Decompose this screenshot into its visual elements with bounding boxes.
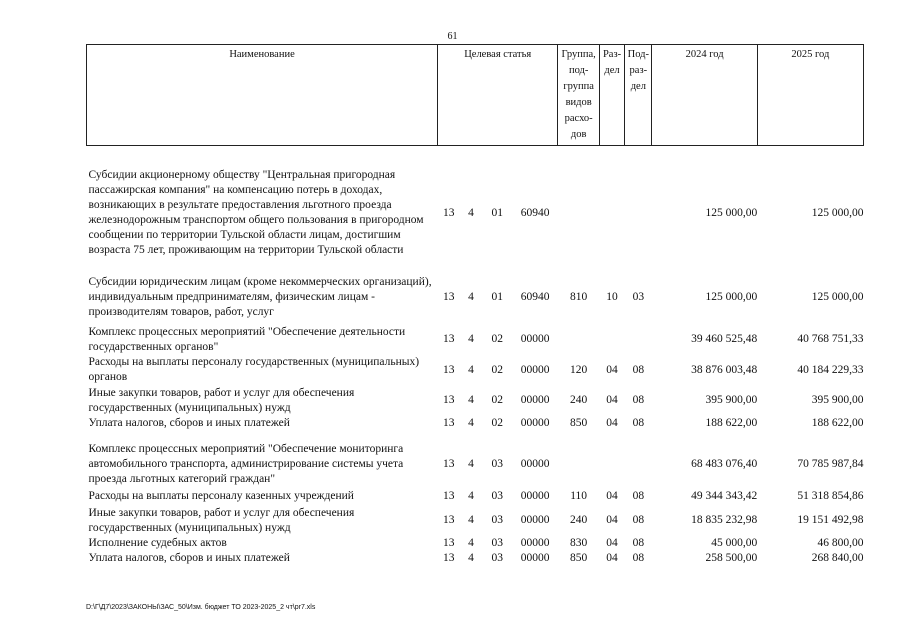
table-cell-direction: 03 [491,536,503,549]
table-cell-code: 60940 [520,291,550,303]
table-cell-name: Субсидии юридическим лицам (кроме некоммерческих организаций), индивидуальным предпринимателям, физическим лицам - производителям товаров, работ, услуг [88,276,432,318]
table-cell-subprogram: 4 [468,417,474,429]
table-cell-subprogram: 4 [468,514,474,526]
header-2024: 2024 год [652,45,757,146]
table-row [87,416,864,432]
table-cell-subsection [625,432,652,488]
header-target: Целевая статья [438,45,558,146]
header-group: Группа, под- группа видов расхо- дов [558,45,599,146]
table-cell-name: Субсидии акционерному обществу "Центральная пригородная пассажирская компания" на компенсацию потерь в доходах, возникающих в результате предоставления льготного проезда железнодорожным транспортом общего пользования в пригородном сообщении по территории Тульской области лицам, достигшим возраста 75 лет, проживающим на территории Тульской области [88,169,424,257]
table-cell-code: 00000 [520,333,550,345]
table-cell-section: 04 [606,514,618,526]
table-cell-program: 13 [442,458,455,470]
table-cell-program: 13 [442,552,455,564]
table-cell-direction: 03 [491,458,503,470]
table-cell-2025: 188 622,00 [811,417,864,429]
table-cell-subsection: 08 [632,394,645,406]
table-cell-direction: 01 [491,206,503,219]
table-cell-program: 13 [442,417,455,429]
table-cell-subprogram: 4 [468,333,474,345]
table-cell-section: 04 [606,536,618,549]
table-cell-group: 240 [570,514,588,526]
table-cell-section: 04 [606,417,618,429]
table-cell-program: 13 [442,206,455,219]
table-row [87,536,864,551]
budget-table [86,44,864,567]
table-cell-direction: 02 [491,417,503,429]
header-name: Наименование [87,45,438,146]
header-subsection: Под- раз- дел [625,45,652,146]
table-cell-section [599,146,624,271]
table-cell-direction: 02 [491,394,503,406]
table-row [87,386,864,416]
table-cell-2025: 46 800,00 [817,536,864,549]
table-cell-subsection: 08 [632,514,645,526]
table-cell-name: Иные закупки товаров, работ и услуг для обеспечения государственных (муниципальных) нужд [88,386,355,414]
table-cell-2025: 51 318 854,86 [797,490,864,502]
table-cell-subprogram: 4 [468,206,474,219]
table-cell-subprogram: 4 [468,536,474,549]
table-cell-code: 00000 [520,490,550,502]
table-cell-program: 13 [442,536,455,549]
table-cell-group: 810 [570,291,588,303]
table-cell-subprogram: 4 [468,490,474,502]
table-cell-2025: 125 000,00 [811,291,864,303]
table-cell-group: 110 [570,490,588,502]
table-cell-group [558,432,599,488]
table-cell-2024: 45 000,00 [711,536,758,549]
table-cell-direction: 02 [491,333,503,345]
table-cell-2024: 188 622,00 [705,417,758,429]
table-cell-group: 830 [570,536,588,549]
table-cell-code: 00000 [520,552,550,564]
table-cell-direction: 03 [491,552,503,564]
table-row [87,432,864,488]
table-cell-subsection: 08 [632,536,645,549]
table-cell-program: 13 [442,333,455,345]
table-cell-2024: 49 344 343,42 [691,490,758,502]
table-cell-code: 00000 [520,394,550,406]
table-cell-name: Расходы на выплаты персоналу казенных учреждений [88,490,354,502]
table-cell-code: 00000 [520,417,550,429]
table-cell-program: 13 [442,490,455,502]
table-cell-subsection: 03 [632,291,645,303]
table-cell-subsection: 08 [632,363,645,376]
table-cell-code: 60940 [520,206,550,219]
table-cell-name: Комплекс процессных мероприятий "Обеспечение деятельности государственных органов" [88,325,406,353]
table-cell-code: 00000 [520,514,550,526]
table-cell-2025: 19 151 492,98 [797,514,864,526]
table-cell-2024: 125 000,00 [705,291,758,303]
table-cell-subprogram: 4 [468,363,474,376]
table-row [87,325,864,355]
table-cell-program: 13 [442,514,455,526]
table-cell-2024: 68 483 076,40 [691,458,758,470]
table-cell-subprogram: 4 [468,394,474,406]
table-cell-program: 13 [442,363,455,376]
table-cell-code: 00000 [520,536,550,549]
table-cell-group [558,325,599,355]
table-cell-2024: 395 900,00 [705,394,758,406]
table-cell-2024: 39 460 525,48 [691,333,758,345]
table-cell-2024: 258 500,00 [705,552,758,564]
table-row [87,146,864,271]
table-cell-name: Исполнение судебных актов [88,536,227,549]
table-cell-code: 00000 [520,363,550,376]
table-cell-group: 240 [570,394,588,406]
table-cell-subsection: 08 [632,552,645,564]
table-row [87,506,864,536]
table-cell-code: 00000 [520,458,550,470]
table-cell-2025: 395 900,00 [811,394,864,406]
table-cell-2025: 125 000,00 [811,206,864,219]
table-cell-name: Комплекс процессных мероприятий "Обеспечение мониторинга автомобильного транспорта, администрирование системы учета проезда льготных категорий граждан" [88,443,404,485]
table-cell-section: 04 [606,552,618,564]
table-cell-direction: 01 [491,291,503,303]
table-cell-subsection: 08 [632,490,645,502]
table-cell-name: Уплата налогов, сборов и иных платежей [88,552,290,564]
table-cell-group: 850 [570,417,588,429]
table-cell-subprogram: 4 [468,291,474,303]
table-cell-section [599,325,624,355]
table-cell-subprogram: 4 [468,458,474,470]
table-cell-section: 04 [606,490,618,502]
table-cell-subsection [625,325,652,355]
table-row [87,551,864,567]
table-cell-section: 04 [606,363,618,376]
table-cell-2024: 38 876 003,48 [691,363,758,376]
table-cell-name: Расходы на выплаты персоналу государственных (муниципальных) органов [88,356,420,383]
file-path-footer: D:\Г\Д7\2023\ЗАКОНЫ\ЗАС_50\Изм. бюджет ТО 2023-2025_2 чт\pr7.xls [86,604,316,611]
header-section: Раз- дел [599,45,624,146]
table-cell-program: 13 [442,291,455,303]
table-cell-direction: 02 [491,363,503,376]
table-cell-subsection: 08 [632,417,645,429]
table-cell-group: 850 [570,552,588,564]
table-cell-2025: 40 768 751,33 [797,333,864,345]
table-cell-direction: 03 [491,490,503,502]
table-cell-2024: 125 000,00 [705,206,758,219]
table-row [87,355,864,386]
table-cell-section: 04 [606,394,618,406]
table-cell-2024: 18 835 232,98 [691,514,758,526]
table-row [87,488,864,506]
page-number: 61 [447,31,458,42]
table-cell-direction: 03 [491,514,503,526]
table-cell-subprogram: 4 [468,552,474,564]
header-2025: 2025 год [757,45,863,146]
table-cell-subsection [625,146,652,271]
table-cell-name: Уплата налогов, сборов и иных платежей [88,417,290,429]
table-cell-group: 120 [570,363,588,376]
table-cell-section [599,432,624,488]
table-cell-2025: 268 840,00 [811,552,864,564]
table-cell-2025: 70 785 987,84 [797,458,864,470]
table-cell-section: 10 [606,291,618,303]
table-cell-group [558,146,599,271]
table-cell-name: Иные закупки товаров, работ и услуг для обеспечения государственных (муниципальных) нужд [88,506,355,534]
table-row [87,271,864,325]
table-cell-program: 13 [442,394,455,406]
table-cell-2025: 40 184 229,33 [797,363,864,376]
